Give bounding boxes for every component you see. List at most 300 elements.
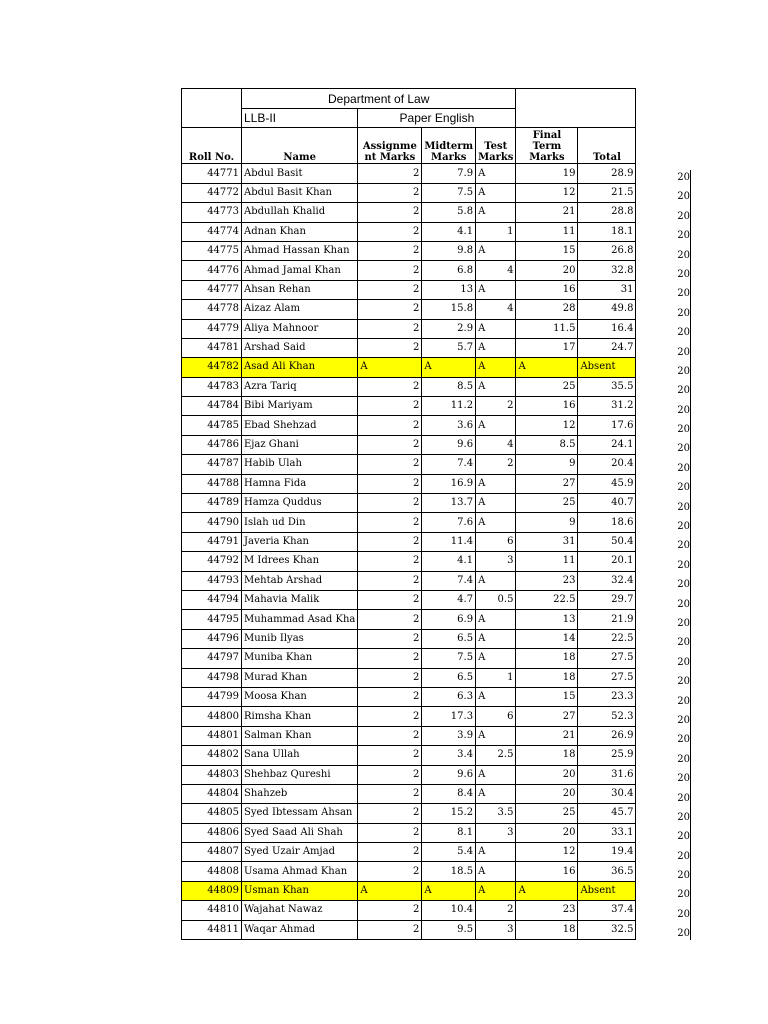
name-cell: Moosa Khan xyxy=(242,687,358,706)
final-cell: 12 xyxy=(516,843,578,862)
test-cell: A xyxy=(476,280,516,299)
extra-value: 20 xyxy=(677,210,690,222)
roll-cell: 44787 xyxy=(182,455,242,474)
roll-cell: 44804 xyxy=(182,784,242,803)
midterm-cell: 3.9 xyxy=(422,726,476,745)
assignment-cell: 2 xyxy=(358,862,422,881)
name-cell: Usama Ahmad Khan xyxy=(242,862,358,881)
table-row xyxy=(182,823,636,842)
test-cell: 1 xyxy=(476,222,516,241)
extra-value: 20 xyxy=(677,501,690,513)
name-cell: Bibi Mariyam xyxy=(242,397,358,416)
extra-value: 20 xyxy=(677,424,690,436)
final-cell: 11 xyxy=(516,552,578,571)
assignment-cell: 2 xyxy=(358,687,422,706)
total-cell: 32.8 xyxy=(578,261,636,280)
name-cell: Ahmad Jamal Khan xyxy=(242,261,358,280)
midterm-cell: 9.8 xyxy=(422,241,476,260)
roll-cell: 44775 xyxy=(182,241,242,260)
final-cell: 22.5 xyxy=(516,590,578,609)
test-cell: 3 xyxy=(476,552,516,571)
table-row xyxy=(182,862,636,881)
table-row xyxy=(182,629,636,648)
total-cell: 23.3 xyxy=(578,687,636,706)
name-cell: Shehbaz Qureshi xyxy=(242,765,358,784)
assignment-cell: 2 xyxy=(358,590,422,609)
final-cell: 11.5 xyxy=(516,319,578,338)
roll-cell: 44807 xyxy=(182,843,242,862)
midterm-cell: 7.4 xyxy=(422,455,476,474)
test-cell: 2 xyxy=(476,397,516,416)
midterm-cell: 7.5 xyxy=(422,649,476,668)
midterm-cell: 8.1 xyxy=(422,823,476,842)
total-cell: 21.9 xyxy=(578,610,636,629)
total-cell: 45.9 xyxy=(578,474,636,493)
roll-cell: 44802 xyxy=(182,746,242,765)
final-cell: A xyxy=(516,358,578,377)
test-cell: A xyxy=(476,183,516,202)
name-cell: Aizaz Alam xyxy=(242,300,358,319)
name-cell: Arshad Said xyxy=(242,338,358,357)
final-cell: A xyxy=(516,881,578,900)
total-cell: Absent xyxy=(578,358,636,377)
extra-value: 20 xyxy=(677,579,690,591)
final-cell: 25 xyxy=(516,377,578,396)
assignment-cell: 2 xyxy=(358,183,422,202)
total-cell: 25.9 xyxy=(578,746,636,765)
roll-cell: 44776 xyxy=(182,261,242,280)
roll-cell: 44799 xyxy=(182,687,242,706)
assignment-cell: A xyxy=(358,358,422,377)
final-cell: 14 xyxy=(516,629,578,648)
extra-value: 20 xyxy=(677,540,690,552)
class-label: LLB-II xyxy=(242,109,358,128)
midterm-cell: 18.5 xyxy=(422,862,476,881)
assignment-cell: 2 xyxy=(358,901,422,920)
total-cell: 26.8 xyxy=(578,241,636,260)
table-row xyxy=(182,881,636,900)
roll-cell: 44809 xyxy=(182,881,242,900)
extra-value: 20 xyxy=(677,346,690,358)
test-cell: A xyxy=(476,203,516,222)
final-cell: 20 xyxy=(516,261,578,280)
header-corner-cell-2 xyxy=(182,109,242,128)
test-cell: A xyxy=(476,571,516,590)
total-cell: 32.5 xyxy=(578,920,636,939)
midterm-cell: 5.7 xyxy=(422,338,476,357)
test-cell: 3.5 xyxy=(476,804,516,823)
final-cell: 20 xyxy=(516,765,578,784)
assignment-cell: 2 xyxy=(358,455,422,474)
roll-cell: 44785 xyxy=(182,416,242,435)
table-row xyxy=(182,649,636,668)
roll-cell: 44777 xyxy=(182,280,242,299)
extra-value: 20 xyxy=(677,288,690,300)
name-cell: Muniba Khan xyxy=(242,649,358,668)
test-cell: A xyxy=(476,494,516,513)
test-cell: A xyxy=(476,843,516,862)
final-cell: 9 xyxy=(516,455,578,474)
test-cell: A xyxy=(476,241,516,260)
final-cell: 21 xyxy=(516,203,578,222)
midterm-cell: 8.5 xyxy=(422,377,476,396)
roll-cell: 44781 xyxy=(182,338,242,357)
table-row xyxy=(182,164,636,183)
final-cell: 16 xyxy=(516,397,578,416)
total-cell: 16.4 xyxy=(578,319,636,338)
assignment-cell: 2 xyxy=(358,319,422,338)
table-row xyxy=(182,532,636,551)
extra-value: 20 xyxy=(677,792,690,804)
assignment-cell: 2 xyxy=(358,435,422,454)
test-cell: A xyxy=(476,687,516,706)
total-cell: 30.4 xyxy=(578,784,636,803)
paper-label: Paper English xyxy=(358,109,516,128)
assignment-cell: 2 xyxy=(358,571,422,590)
midterm-cell: 13 xyxy=(422,280,476,299)
extra-value: 20 xyxy=(677,656,690,668)
total-cell: 20.1 xyxy=(578,552,636,571)
assignment-cell: 2 xyxy=(358,726,422,745)
extra-value: 20 xyxy=(677,850,690,862)
table-row xyxy=(182,300,636,319)
extra-value: 20 xyxy=(677,889,690,901)
midterm-cell: 15.8 xyxy=(422,300,476,319)
extra-value: 20 xyxy=(677,482,690,494)
midterm-cell: 4.1 xyxy=(422,552,476,571)
table-row xyxy=(182,668,636,687)
midterm-cell: 7.9 xyxy=(422,164,476,183)
total-cell: 21.5 xyxy=(578,183,636,202)
extra-value: 20 xyxy=(677,385,690,397)
table-row xyxy=(182,183,636,202)
extra-value: 20 xyxy=(677,831,690,843)
table-row xyxy=(182,203,636,222)
total-cell: 40.7 xyxy=(578,494,636,513)
table-row xyxy=(182,513,636,532)
marks-sheet xyxy=(181,88,636,940)
assignment-cell: A xyxy=(358,881,422,900)
extra-value: 20 xyxy=(677,365,690,377)
assignment-cell: 2 xyxy=(358,843,422,862)
extra-value: 20 xyxy=(677,753,690,765)
final-cell: 28 xyxy=(516,300,578,319)
final-cell: 20 xyxy=(516,823,578,842)
roll-cell: 44788 xyxy=(182,474,242,493)
column-header-test: Test Marks xyxy=(476,128,516,164)
midterm-cell: 9.5 xyxy=(422,920,476,939)
name-cell: Abdul Basit xyxy=(242,164,358,183)
assignment-cell: 2 xyxy=(358,513,422,532)
header-corner-cell xyxy=(182,89,242,109)
total-cell: 49.8 xyxy=(578,300,636,319)
midterm-cell: 15.2 xyxy=(422,804,476,823)
final-cell: 23 xyxy=(516,901,578,920)
midterm-cell: 3.6 xyxy=(422,416,476,435)
extra-value: 20 xyxy=(677,773,690,785)
name-cell: Abdullah Khalid xyxy=(242,203,358,222)
roll-cell: 44798 xyxy=(182,668,242,687)
table-row xyxy=(182,746,636,765)
total-cell: 28.9 xyxy=(578,164,636,183)
assignment-cell: 2 xyxy=(358,707,422,726)
assignment-cell: 2 xyxy=(358,823,422,842)
total-cell: 31.2 xyxy=(578,397,636,416)
extra-column xyxy=(660,168,690,944)
extra-value: 20 xyxy=(677,598,690,610)
roll-cell: 44810 xyxy=(182,901,242,920)
name-cell: Wajahat Nawaz xyxy=(242,901,358,920)
extra-value: 20 xyxy=(677,521,690,533)
test-cell: 3 xyxy=(476,823,516,842)
table-row xyxy=(182,707,636,726)
midterm-cell: 8.4 xyxy=(422,784,476,803)
test-cell: A xyxy=(476,377,516,396)
test-cell: A xyxy=(476,416,516,435)
header-blank-cell-2 xyxy=(516,109,636,128)
name-cell: Murad Khan xyxy=(242,668,358,687)
total-cell: 37.4 xyxy=(578,901,636,920)
roll-cell: 44774 xyxy=(182,222,242,241)
test-cell: A xyxy=(476,338,516,357)
midterm-cell: 11.4 xyxy=(422,532,476,551)
midterm-cell: 9.6 xyxy=(422,765,476,784)
midterm-cell: 7.6 xyxy=(422,513,476,532)
table-row xyxy=(182,319,636,338)
final-cell: 27 xyxy=(516,474,578,493)
final-cell: 18 xyxy=(516,746,578,765)
midterm-cell: 6.8 xyxy=(422,261,476,280)
midterm-cell: 2.9 xyxy=(422,319,476,338)
column-header-name: Name xyxy=(242,128,358,164)
extra-value: 20 xyxy=(677,172,690,183)
final-cell: 16 xyxy=(516,862,578,881)
total-cell: 19.4 xyxy=(578,843,636,862)
final-cell: 27 xyxy=(516,707,578,726)
total-cell: 26.9 xyxy=(578,726,636,745)
name-cell: Syed Uzair Amjad xyxy=(242,843,358,862)
extra-value: 20 xyxy=(677,617,690,629)
name-cell: Shahzeb xyxy=(242,784,358,803)
name-cell: M Idrees Khan xyxy=(242,552,358,571)
name-cell: Hamza Quddus xyxy=(242,494,358,513)
table-row xyxy=(182,280,636,299)
header-blank-cell xyxy=(516,89,636,109)
final-cell: 15 xyxy=(516,241,578,260)
roll-cell: 44796 xyxy=(182,629,242,648)
roll-cell: 44801 xyxy=(182,726,242,745)
name-cell: Waqar Ahmad xyxy=(242,920,358,939)
roll-cell: 44783 xyxy=(182,377,242,396)
test-cell: 3 xyxy=(476,920,516,939)
total-cell: 27.5 xyxy=(578,668,636,687)
roll-cell: 44805 xyxy=(182,804,242,823)
test-cell: 2.5 xyxy=(476,746,516,765)
midterm-cell: 7.5 xyxy=(422,183,476,202)
assignment-cell: 2 xyxy=(358,532,422,551)
name-cell: Abdul Basit Khan xyxy=(242,183,358,202)
assignment-cell: 2 xyxy=(358,552,422,571)
assignment-cell: 2 xyxy=(358,300,422,319)
table-row xyxy=(182,920,636,939)
test-cell: A xyxy=(476,610,516,629)
table-row xyxy=(182,377,636,396)
midterm-cell: 6.5 xyxy=(422,668,476,687)
midterm-cell: 10.4 xyxy=(422,901,476,920)
name-cell: Munib Ilyas xyxy=(242,629,358,648)
extra-value: 20 xyxy=(677,870,690,882)
name-cell: Salman Khan xyxy=(242,726,358,745)
test-cell: A xyxy=(476,784,516,803)
roll-cell: 44789 xyxy=(182,494,242,513)
total-cell: 36.5 xyxy=(578,862,636,881)
total-cell: 45.7 xyxy=(578,804,636,823)
test-cell: A xyxy=(476,765,516,784)
extra-value: 20 xyxy=(677,676,690,688)
test-cell: 1 xyxy=(476,668,516,687)
total-cell: 22.5 xyxy=(578,629,636,648)
test-cell: A xyxy=(476,358,516,377)
name-cell: Syed Ibtessam Ahsan xyxy=(242,804,358,823)
assignment-cell: 2 xyxy=(358,610,422,629)
roll-cell: 44797 xyxy=(182,649,242,668)
roll-cell: 44791 xyxy=(182,532,242,551)
table-row xyxy=(182,571,636,590)
assignment-cell: 2 xyxy=(358,261,422,280)
table-row xyxy=(182,494,636,513)
extra-value: 20 xyxy=(677,695,690,707)
roll-cell: 44800 xyxy=(182,707,242,726)
table-row xyxy=(182,435,636,454)
final-cell: 20 xyxy=(516,784,578,803)
total-cell: Absent xyxy=(578,881,636,900)
total-cell: 27.5 xyxy=(578,649,636,668)
total-cell: 32.4 xyxy=(578,571,636,590)
extra-value: 20 xyxy=(677,734,690,746)
assignment-cell: 2 xyxy=(358,746,422,765)
midterm-cell: 11.2 xyxy=(422,397,476,416)
table-row xyxy=(182,261,636,280)
name-cell: Usman Khan xyxy=(242,881,358,900)
name-cell: Ahsan Rehan xyxy=(242,280,358,299)
total-cell: 20.4 xyxy=(578,455,636,474)
roll-cell: 44806 xyxy=(182,823,242,842)
final-cell: 16 xyxy=(516,280,578,299)
total-cell: 18.1 xyxy=(578,222,636,241)
assignment-cell: 2 xyxy=(358,784,422,803)
midterm-cell: 4.1 xyxy=(422,222,476,241)
assignment-cell: 2 xyxy=(358,474,422,493)
assignment-cell: 2 xyxy=(358,222,422,241)
final-cell: 25 xyxy=(516,804,578,823)
test-cell: 4 xyxy=(476,300,516,319)
final-cell: 13 xyxy=(516,610,578,629)
table-row xyxy=(182,843,636,862)
midterm-cell: 4.7 xyxy=(422,590,476,609)
total-cell: 33.1 xyxy=(578,823,636,842)
column-header-final: Final Term Marks xyxy=(516,128,578,164)
table-row xyxy=(182,552,636,571)
name-cell: Ebad Shehzad xyxy=(242,416,358,435)
roll-cell: 44793 xyxy=(182,571,242,590)
midterm-cell: 3.4 xyxy=(422,746,476,765)
table-row xyxy=(182,687,636,706)
name-cell: Azra Tariq xyxy=(242,377,358,396)
table-row xyxy=(182,455,636,474)
extra-column-border xyxy=(690,170,691,940)
midterm-cell: 16.9 xyxy=(422,474,476,493)
name-cell: Syed Saad Ali Shah xyxy=(242,823,358,842)
total-cell: 28.8 xyxy=(578,203,636,222)
extra-value: 20 xyxy=(677,404,690,416)
midterm-cell: 7.4 xyxy=(422,571,476,590)
midterm-cell: 13.7 xyxy=(422,494,476,513)
midterm-cell: 6.9 xyxy=(422,610,476,629)
name-cell: Aliya Mahnoor xyxy=(242,319,358,338)
midterm-cell: 17.3 xyxy=(422,707,476,726)
test-cell: A xyxy=(476,319,516,338)
name-cell: Sana Ullah xyxy=(242,746,358,765)
test-cell: 0.5 xyxy=(476,590,516,609)
table-row xyxy=(182,474,636,493)
extra-value: 20 xyxy=(677,327,690,339)
total-cell: 31.6 xyxy=(578,765,636,784)
total-cell: 52.3 xyxy=(578,707,636,726)
roll-cell: 44792 xyxy=(182,552,242,571)
final-cell: 31 xyxy=(516,532,578,551)
total-cell: 50.4 xyxy=(578,532,636,551)
midterm-cell: 6.3 xyxy=(422,687,476,706)
name-cell: Ejaz Ghani xyxy=(242,435,358,454)
table-row xyxy=(182,901,636,920)
midterm-cell: 5.8 xyxy=(422,203,476,222)
extra-value: 20 xyxy=(677,928,690,940)
table-row xyxy=(182,222,636,241)
extra-value: 20 xyxy=(677,462,690,474)
extra-value: 20 xyxy=(677,559,690,571)
table-row xyxy=(182,397,636,416)
name-cell: Mahavia Malik xyxy=(242,590,358,609)
table-row xyxy=(182,241,636,260)
assignment-cell: 2 xyxy=(358,920,422,939)
midterm-cell: 6.5 xyxy=(422,629,476,648)
total-cell: 24.7 xyxy=(578,338,636,357)
test-cell: 2 xyxy=(476,901,516,920)
total-cell: 31 xyxy=(578,280,636,299)
roll-cell: 44808 xyxy=(182,862,242,881)
table-row xyxy=(182,590,636,609)
final-cell: 12 xyxy=(516,183,578,202)
roll-cell: 44786 xyxy=(182,435,242,454)
assignment-cell: 2 xyxy=(358,241,422,260)
assignment-cell: 2 xyxy=(358,629,422,648)
roll-cell: 44795 xyxy=(182,610,242,629)
final-cell: 17 xyxy=(516,338,578,357)
extra-value: 20 xyxy=(677,811,690,823)
test-cell: 6 xyxy=(476,532,516,551)
roll-cell: 44771 xyxy=(182,164,242,183)
extra-value: 20 xyxy=(677,443,690,455)
roll-cell: 44784 xyxy=(182,397,242,416)
table-row xyxy=(182,358,636,377)
final-cell: 12 xyxy=(516,416,578,435)
roll-cell: 44772 xyxy=(182,183,242,202)
name-cell: Islah ud Din xyxy=(242,513,358,532)
roll-cell: 44782 xyxy=(182,358,242,377)
column-header-midterm: Midterm Marks xyxy=(422,128,476,164)
assignment-cell: 2 xyxy=(358,765,422,784)
test-cell: A xyxy=(476,726,516,745)
